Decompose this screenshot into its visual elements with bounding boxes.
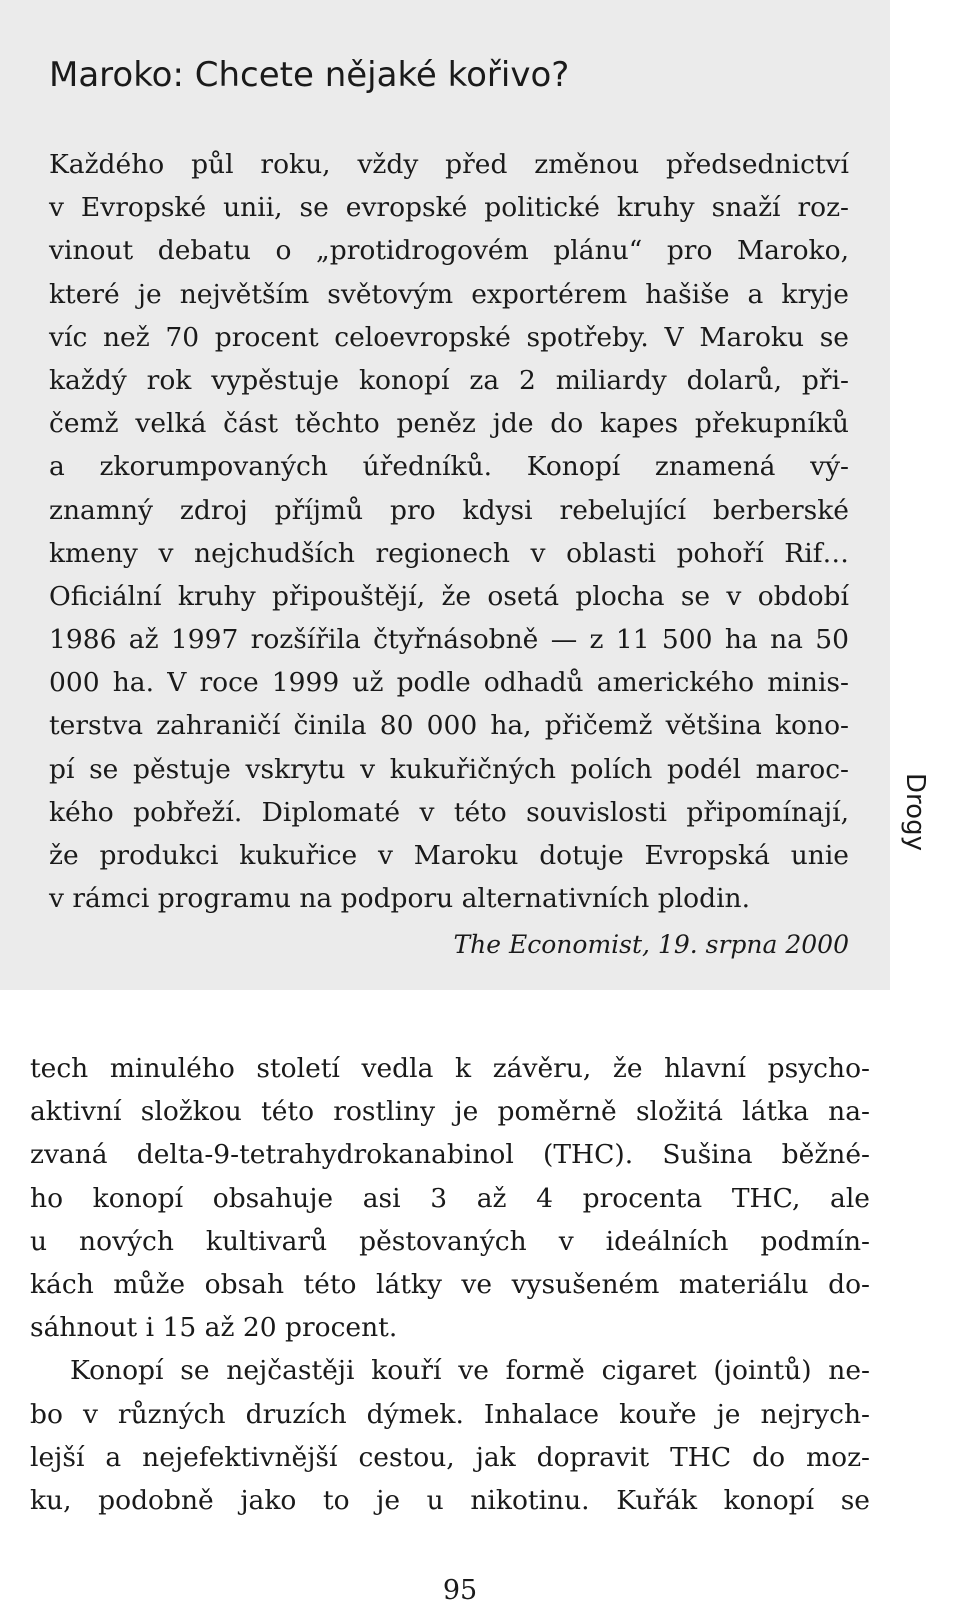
sidebar-line: pí se pěstuje vskrytu v kukuřičných polích podél maroc-	[49, 753, 849, 785]
sidebar-line: terstva zahraničí činila 80 000 ha, přičemž většina kono-	[49, 710, 849, 742]
body-line: zvaná delta-9-tetrahydrokanabinol (THC). Sušina běžné-	[30, 1139, 870, 1171]
body-line: lejší a nejefektivnější cestou, jak dopravit THC do moz-	[30, 1441, 870, 1473]
body-line: Konopí se nejčastěji kouří ve formě cigaret (jointů) ne-	[70, 1355, 870, 1387]
body-line: ku, podobně jako to je u nikotinu. Kuřák konopí se	[30, 1484, 870, 1516]
sidebar-line: kého pobřeží. Diplomaté v této souvislosti připomínají,	[49, 796, 849, 828]
sidebar-line: Každého půl roku, vždy před změnou předsednictví	[49, 149, 849, 180]
sidebar-line: kmeny v nejchudších regionech v oblasti pohoří Rif…	[49, 537, 849, 569]
sidebar-line: Oficiální kruhy připouštějí, že osetá plocha se v období	[49, 580, 849, 612]
body-line: sáhnout i 15 až 20 procent.	[30, 1312, 398, 1344]
body-line: u nových kultivarů pěstovaných v ideálních podmín-	[30, 1225, 870, 1257]
sidebar-line: 000 ha. V roce 1999 už podle odhadů amerického minis-	[49, 667, 849, 699]
body-line: bo v různých druzích dýmek. Inhalace kouře je nejrych-	[30, 1398, 870, 1430]
body-text	[30, 1047, 870, 1522]
sidebar-line: každý rok vypěstuje konopí za 2 miliardy dolarů, při-	[49, 364, 849, 396]
sidebar-line: víc než 70 procent celoevropské spotřeby. V Maroku se	[49, 321, 849, 353]
sidebar-line: 1986 až 1997 rozšířila čtyřnásobně — z 11 500 ha na 50	[49, 624, 849, 656]
body-line: tech minulého století vedla k závěru, že hlavní psycho-	[30, 1053, 870, 1084]
source-citation: The Economist, 19. srpna 2000	[453, 930, 849, 959]
sidebar-line: že produkci kukuřice v Maroku dotuje Evropská unie	[49, 840, 849, 871]
section-side-label: Drogy	[900, 773, 930, 851]
sidebar-line: v Evropské unii, se evropské politické kruhy snaží roz-	[49, 192, 849, 224]
sidebar-line: v rámci programu na podporu alternativních plodin.	[49, 883, 751, 915]
sidebar-line: a zkorumpovaných úředníků. Konopí znamená vý-	[49, 451, 849, 483]
sidebar-line: čemž velká část těchto peněz jde do kapes překupníků	[49, 408, 849, 440]
body-line: kách může obsah této látky ve vysušeném materiálu do-	[30, 1268, 870, 1300]
sidebar-line: které je největším světovým exportérem hašiše a kryje	[49, 278, 849, 310]
page-number: 95	[442, 1575, 478, 1606]
sidebar-line: znamný zdroj příjmů pro kdysi rebelující berberské	[49, 494, 849, 526]
sidebar-title: Maroko: Chcete nějaké kořivo?	[49, 55, 570, 95]
sidebar-text	[49, 143, 849, 920]
body-line: ho konopí obsahuje asi 3 až 4 procenta THC, ale	[30, 1182, 870, 1214]
body-line: aktivní složkou této rostliny je poměrně složitá látka na-	[30, 1096, 870, 1128]
sidebar-line: vinout debatu o „protidrogovém plánu“ pro Maroko,	[49, 235, 849, 267]
